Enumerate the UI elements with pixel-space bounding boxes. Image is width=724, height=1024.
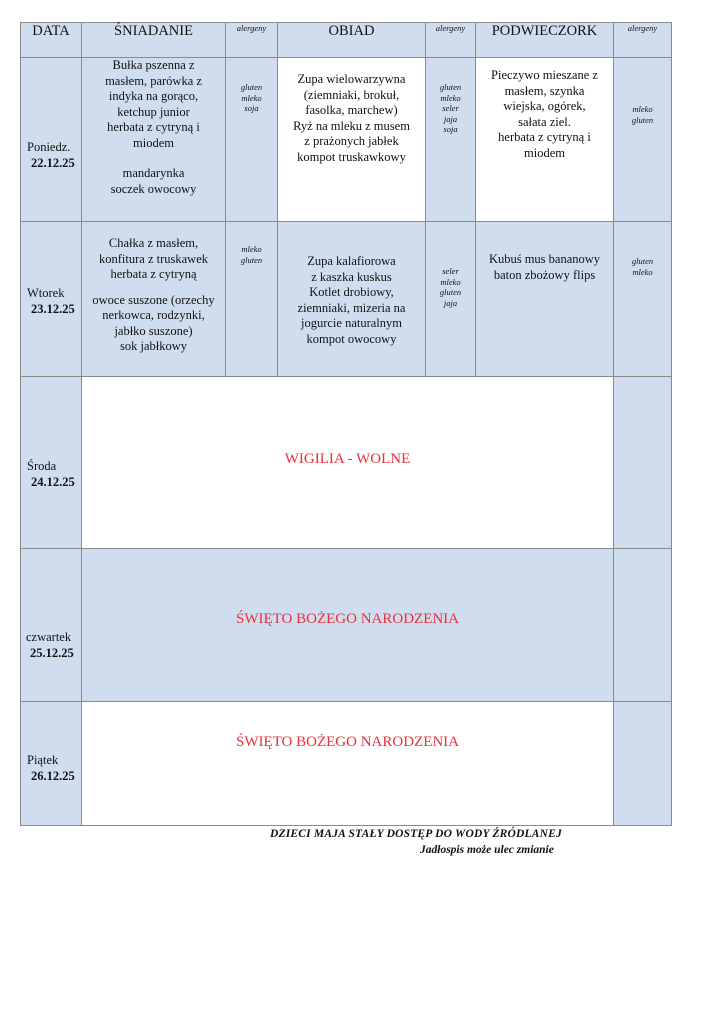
allergen: mleko bbox=[632, 104, 653, 114]
row-monday bbox=[21, 58, 672, 222]
menu-table bbox=[20, 22, 672, 826]
row-friday bbox=[21, 702, 672, 826]
allergen: soja bbox=[244, 103, 259, 113]
change-note: Jadłospis może ulec zmianie bbox=[420, 844, 554, 856]
header-snack: PODWIECZORK bbox=[476, 23, 614, 58]
menu-spacer bbox=[82, 283, 225, 293]
menu-line: jabłko suszone) bbox=[114, 323, 193, 338]
allergen: gluten bbox=[439, 287, 462, 297]
day-name: Piątek bbox=[27, 752, 59, 767]
allergen: gluten bbox=[439, 82, 462, 92]
allergen: mleko bbox=[632, 266, 653, 277]
day-cell bbox=[21, 377, 82, 549]
menu-line: Kotlet drobiowy, bbox=[309, 285, 394, 299]
menu-line: herbata z cytryną bbox=[110, 267, 197, 281]
menu-line: z kaszka kuskus bbox=[311, 269, 392, 284]
day-date: 24.12.25 bbox=[31, 474, 75, 489]
day-date: 22.12.25 bbox=[31, 155, 75, 170]
menu-line: herbata z cytryną i bbox=[498, 130, 591, 144]
header-lunch: OBIAD bbox=[278, 23, 426, 58]
day-name: czwartek bbox=[26, 630, 72, 644]
water-note: DZIECI MAJA STAŁY DOSTĘP DO WODY ŹRÓDLANEJ bbox=[270, 828, 562, 840]
header-breakfast: ŚNIADANIE bbox=[82, 23, 226, 58]
menu-line: kompot owocowy bbox=[306, 331, 397, 346]
row-tuesday bbox=[21, 222, 672, 377]
holiday-label: WIGILIA - WOLNE bbox=[284, 451, 411, 467]
breakfast-allergens bbox=[226, 58, 278, 222]
menu-line: kompot truskawkowy bbox=[297, 149, 406, 164]
holiday-cell bbox=[82, 702, 614, 826]
menu-line: ziemniaki, mizeria na bbox=[297, 300, 406, 315]
allergen: gluten bbox=[631, 256, 654, 266]
menu-line: mandarynka bbox=[122, 166, 185, 180]
snack-cell bbox=[476, 58, 614, 222]
menu-line: Ryż na mleku z musem bbox=[293, 118, 410, 133]
holiday-label: ŚWIĘTO BOŻEGO NARODZENIA bbox=[235, 734, 460, 750]
breakfast-cell bbox=[82, 58, 226, 222]
menu-line: fasolka, marchew) bbox=[305, 103, 398, 117]
day-cell bbox=[21, 222, 82, 377]
allergen: mleko bbox=[440, 92, 461, 103]
allergen: soja bbox=[443, 124, 458, 134]
snack-cell bbox=[476, 222, 614, 377]
snack-allergens bbox=[614, 222, 672, 377]
menu-line: miodem bbox=[524, 145, 565, 160]
menu-line: jogurcie naturalnym bbox=[300, 316, 402, 330]
menu-line: wiejska, ogórek, bbox=[503, 99, 586, 113]
breakfast-allergens bbox=[226, 222, 278, 377]
allergen: gluten bbox=[240, 254, 263, 265]
day-name: Środa bbox=[27, 458, 57, 473]
day-cell bbox=[21, 702, 82, 826]
menu-line: Chałka z masłem, bbox=[108, 236, 199, 250]
lunch-cell bbox=[278, 222, 426, 377]
lunch-allergens bbox=[426, 58, 476, 222]
menu-line: soczek owocowy bbox=[110, 181, 197, 196]
allergen: jaja bbox=[443, 297, 458, 308]
allergen-empty bbox=[614, 377, 672, 549]
menu-line: indyka na gorąco, bbox=[108, 89, 199, 103]
holiday-label: ŚWIĘTO BOŻEGO NARODZENIA bbox=[235, 611, 460, 627]
day-date: 26.12.25 bbox=[31, 768, 75, 783]
menu-line: Bułka pszenna z bbox=[112, 58, 195, 72]
header-allergens-snack: alergeny bbox=[614, 23, 672, 58]
allergen: mleko bbox=[440, 276, 461, 287]
row-thursday bbox=[21, 549, 672, 702]
menu-line: Zupa kalafiorowa bbox=[307, 254, 396, 268]
menu-line: ketchup junior bbox=[117, 104, 190, 119]
menu-line: nerkowca, rodzynki, bbox=[102, 308, 205, 322]
header-allergens-breakfast: alergeny bbox=[226, 23, 278, 58]
day-cell bbox=[21, 549, 82, 702]
menu-line: sałata ziel. bbox=[518, 114, 571, 129]
menu-line: owoce suszone (orzechy bbox=[92, 292, 215, 307]
menu-line: sok jabłkowy bbox=[119, 339, 187, 353]
allergen-empty bbox=[614, 702, 672, 826]
menu-line: Zupa wielowarzywna bbox=[297, 72, 406, 86]
menu-line: miodem bbox=[133, 135, 174, 150]
holiday-cell bbox=[82, 377, 614, 549]
header-allergens-lunch: alergeny bbox=[426, 23, 476, 58]
allergen: seler bbox=[442, 266, 459, 276]
day-name: Wtorek bbox=[27, 286, 65, 300]
day-cell bbox=[21, 58, 82, 222]
menu-line: herbata z cytryną i bbox=[107, 120, 200, 134]
day-date: 23.12.25 bbox=[31, 302, 75, 316]
lunch-cell bbox=[278, 58, 426, 222]
menu-line: konfitura z truskawek bbox=[99, 251, 208, 266]
day-name: Poniedz. bbox=[27, 139, 71, 154]
allergen-empty bbox=[614, 549, 672, 702]
menu-line: z prażonych jabłek bbox=[304, 134, 399, 148]
allergen: mleko bbox=[241, 244, 262, 254]
menu-spacer bbox=[82, 151, 225, 166]
menu-line: (ziemniaki, brokuł, bbox=[303, 87, 400, 102]
allergen: gluten bbox=[631, 114, 654, 125]
allergen: mleko bbox=[241, 92, 262, 103]
allergen: gluten bbox=[240, 82, 263, 92]
menu-line: Kubuś mus bananowy bbox=[488, 252, 601, 266]
row-wednesday bbox=[21, 377, 672, 549]
header-date: DATA bbox=[21, 23, 82, 58]
lunch-allergens bbox=[426, 222, 476, 377]
menu-line: masłem, szynka bbox=[504, 83, 585, 98]
holiday-cell bbox=[82, 549, 614, 702]
allergen: jaja bbox=[443, 113, 458, 124]
breakfast-cell bbox=[82, 222, 226, 377]
day-date: 25.12.25 bbox=[30, 646, 74, 660]
menu-line: baton zbożowy flips bbox=[493, 267, 596, 282]
menu-line: Pieczywo mieszane z bbox=[491, 68, 598, 82]
allergen: seler bbox=[442, 103, 459, 113]
menu-line: masłem, parówka z bbox=[105, 73, 202, 88]
header-row bbox=[21, 23, 672, 58]
snack-allergens bbox=[614, 58, 672, 222]
